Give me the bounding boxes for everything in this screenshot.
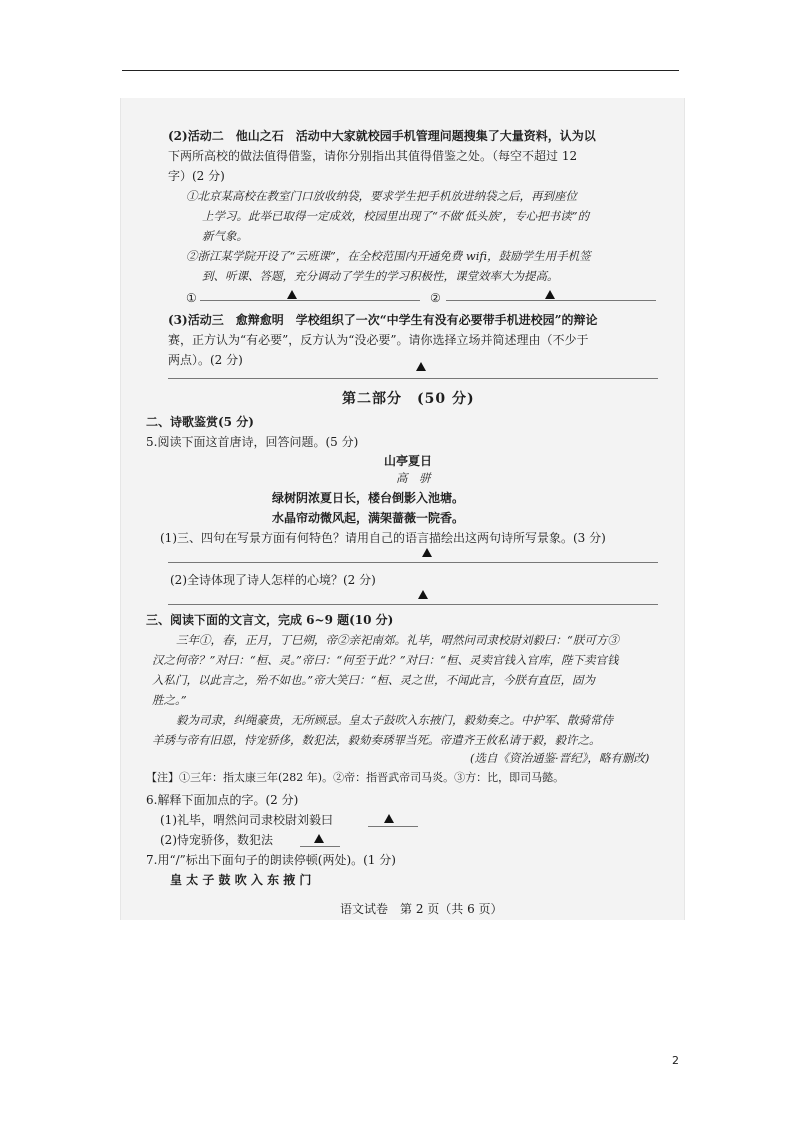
classical-line-6: 羊琇与帝有旧恩，恃宠骄侈，数犯法，毅劾奏琇罪当死。帝遣齐王攸私请于毅，毅许之。 — [152, 733, 601, 747]
classical-line-3: 入私门，以此言之，殆不如也。”帝大笑曰：“桓、灵之世，不闻此言，今朕有直臣，固为 — [152, 673, 596, 687]
poem-line-2: 水晶帘动微风起，满架蔷薇一院香。 — [272, 511, 465, 525]
poem-title: 山亭夏日 — [384, 454, 433, 468]
answer-triangle-icon — [416, 362, 426, 371]
answer-line-1 — [200, 300, 420, 301]
q7-prompt: 7.用“/”标出下面句子的朗读停顿(两处)。(1 分) — [146, 853, 396, 867]
answer-line-3 — [168, 378, 658, 379]
answer-triangle-icon — [545, 290, 555, 299]
q6-answer-line-1 — [368, 826, 418, 827]
q2-item-2-line-2: 到、听课、答题，充分调动了学生的学习积极性，课堂效率大为提高。 — [202, 269, 559, 283]
poem-author: 高 骈 — [396, 471, 431, 485]
answer-line-5 — [168, 604, 658, 605]
classical-line-5: 毅为司隶，纠绳豪贵，无所顾忌。皇太子鼓吹入东掖门，毅劾奏之。中护军、散骑常侍 — [176, 713, 613, 727]
part2-heading: 第二部分 (50 分) — [342, 391, 475, 407]
answer-label-2: ② — [430, 291, 441, 305]
answer-triangle-icon — [384, 814, 394, 823]
q2-line-2: 下两所高校的做法值得借鉴，请你分别指出其值得借鉴之处。（每空不超过 12 — [168, 149, 578, 163]
page-number: 2 — [672, 1054, 679, 1067]
q3-line-1: (3)活动三 愈辩愈明 学校组织了一次“中学生有没有必要带手机进校园”的辩论 — [168, 313, 598, 327]
header-rule — [122, 70, 679, 71]
poem-question-2: (2)全诗体现了诗人怎样的心境？(2 分) — [170, 573, 376, 587]
answer-triangle-icon — [314, 834, 324, 843]
poem-question-1: (1)三、四句在写景方面有何特色？请用自己的语言描绘出这两句诗所写景象。(3 分) — [160, 531, 606, 545]
source-note: (选自《资治通鉴·晋纪》，略有删改) — [470, 751, 650, 765]
page-footer: 语文试卷 第 2 页（共 6 页） — [340, 902, 503, 916]
q2-line-3: 字）(2 分) — [168, 169, 225, 183]
section2-title: 二、诗歌鉴赏(5 分) — [146, 415, 254, 429]
q2-line-1: (2)活动二 他山之石 活动中大家就校园手机管理问题搜集了大量资料，认为以 — [168, 129, 596, 143]
classical-line-4: 胜之。” — [152, 693, 187, 707]
classical-line-1: 三年①，春，正月，丁巳朔，帝②亲祀南郊。礼毕，喟然问司隶校尉刘毅曰：“朕可方③ — [176, 633, 619, 647]
q3-line-3: 两点）。(2 分) — [168, 353, 243, 367]
q6-item-1: (1)礼毕，喟然问司隶校尉刘毅曰 — [160, 813, 333, 827]
answer-line-4 — [168, 562, 658, 563]
answer-line-2 — [446, 300, 656, 301]
q6-prompt: 6.解释下面加点的字。(2 分) — [146, 793, 299, 807]
q7-sentence: 皇 太 子 鼓 吹 入 东 掖 门 — [170, 873, 312, 887]
answer-triangle-icon — [422, 548, 432, 557]
poem-line-1: 绿树阴浓夏日长，楼台倒影入池塘。 — [272, 491, 465, 505]
classical-line-2: 汉之何帝？”对曰：“桓、灵。”帝曰：“何至于此？”对曰：“桓、灵卖官钱入官库，陛下卖官钱 — [152, 653, 619, 667]
q2-item-1-line-2: 上学习。此举已取得一定成效，校园里出现了“不做‘低头族’，专心把书读”的 — [202, 209, 590, 223]
q6-answer-line-2 — [300, 846, 340, 847]
q6-item-2: (2)恃宠骄侈，数犯法 — [160, 833, 273, 847]
q5-prompt: 5.阅读下面这首唐诗，回答问题。(5 分) — [146, 435, 359, 449]
q3-line-2: 赛，正方认为“有必要”，反方认为“没必要”。请你选择立场并简述理由（不少于 — [168, 333, 589, 347]
q2-item-2-line-1: ②浙江某学院开设了“云班课”，在全校范围内开通免费 wifi，鼓励学生用手机签 — [186, 249, 591, 263]
q2-item-1-line-3: 新气象。 — [202, 229, 248, 243]
q2-item-1-line-1: ①北京某高校在教室门口放收纳袋，要求学生把手机放进纳袋之后，再到座位 — [186, 189, 577, 203]
annotation: 【注】①三年：指太康三年(282 年)。②帝：指晋武帝司马炎。③方：比，即司马懿。 — [146, 771, 565, 784]
answer-label-1: ① — [186, 291, 197, 305]
answer-triangle-icon — [418, 590, 428, 599]
section3-title: 三、阅读下面的文言文，完成 6~9 题(10 分) — [146, 613, 394, 627]
answer-triangle-icon — [287, 290, 297, 299]
